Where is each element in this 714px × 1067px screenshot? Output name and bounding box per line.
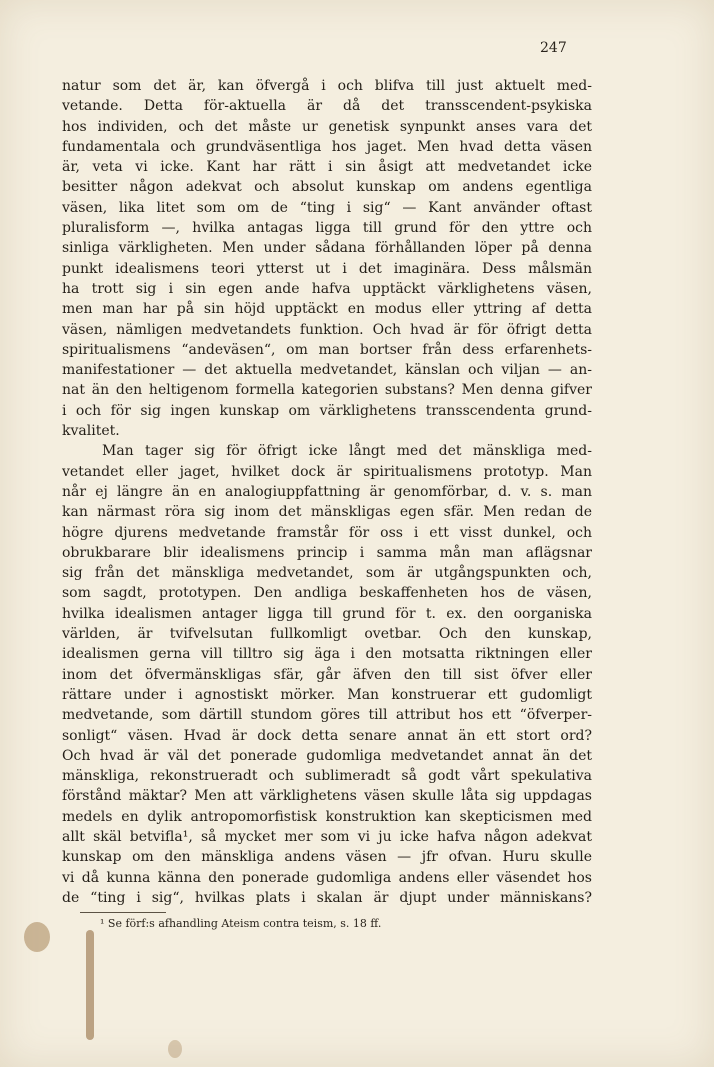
text-line: ha trott sig i sin egen ande hafva upptäckt värklighetens väsen, — [62, 280, 592, 297]
text-line: idealismen gerna vill tilltro sig äga i den motsatta riktningen eller — [62, 646, 592, 663]
text-line: spiritualismens “andeväsen“, om man bortser från dess erfarenhets- — [62, 341, 592, 358]
text-line: natur som det är, kan öfvergå i och blifva till just aktuelt med- — [62, 78, 592, 94]
text-line: kvalitet. — [62, 423, 120, 440]
text-line: punkt idealismens teori ytterst ut i det imaginära. Dess målsmän — [62, 260, 592, 277]
text-line: som sagdt, prototypen. Den andliga beskaffenheten hos de väsen, — [62, 585, 592, 602]
text-line: i och för sig ingen kunskap om värklighetens transscendenta grund- — [62, 402, 592, 419]
text-line: obrukbarare blir idealismens princip i samma mån man aflägsnar — [62, 544, 592, 561]
text-line: inom det öfvermänskligas sfär, går äfven den till sist öfver eller — [62, 666, 592, 683]
text-line: väsen, lika litet som om de “ting i sig“ — Kant använder oftast — [62, 199, 592, 216]
text-line: mänskliga, rekonstrueradt och sublimeradt så godt vårt spekulativa — [62, 768, 592, 785]
text-line: förstånd mäktar? Men att värklighetens väsen skulle låta sig uppdagas — [62, 788, 592, 805]
text-line: pluralisform —, hvilka antagas ligga till grund för den yttre och — [62, 220, 592, 237]
text-line: medels en dylik antropomorfistisk konstruktion kan skepticismen med — [62, 808, 592, 825]
text-line: är, veta vi icke. Kant har rätt i sin åsigt att medvetandet icke — [62, 159, 592, 176]
text-line: vetande. Detta för-aktuella är då det transscendent-psykiska — [62, 98, 592, 115]
text-line: vetandet eller jaget, hvilket dock är spiritualismens prototyp. Man — [62, 463, 592, 480]
text-line: nat än den heltigenom formella kategorien substans? Men denna gifver — [62, 382, 592, 399]
text-line: medvetande, som därtill stundom göres till attribut hos ett “öfverper- — [62, 707, 592, 724]
footnote: ¹ Se förf:s afhandling Ateism contra teism, s. 18 ff. — [100, 917, 382, 930]
text-line: världen, är tvifvelsutan fullkomligt ovetbar. Och den kunskap, — [62, 626, 592, 643]
text-line: de “ting i sig“, hvilkas plats i skalan är djupt under människans? — [62, 889, 592, 906]
text-line: når ej längre än en analogiuppfattning är genomförbar, d. v. s. man — [62, 483, 592, 500]
text-line: sonligt“ väsen. Hvad är dock detta senare annat än ett stort ord? — [62, 727, 592, 744]
text-line: manifestationer — det aktuella medvetandet, känslan och viljan — an- — [62, 362, 592, 379]
foxing-stain — [24, 922, 50, 952]
text-line: besitter någon adekvat och absolut kunskap om andens egentliga — [62, 179, 592, 196]
text-line: sig från det mänskliga medvetandet, som är utgångspunkten och, — [62, 565, 592, 582]
body-text — [62, 76, 592, 908]
text-line: sinliga värkligheten. Men under sådana förhållanden löper på denna — [62, 240, 592, 257]
text-line: allt skäl betvifla¹, så mycket mer som vi ju icke hafva någon adekvat — [62, 828, 592, 845]
text-line: väsen, nämligen medvetandets funktion. Och hvad är för öfrigt detta — [62, 321, 592, 338]
page-number: 247 — [540, 40, 567, 56]
text-line: högre djurens medvetande framstår för oss i ett visst dunkel, och — [62, 524, 592, 541]
text-line: Man tager sig för öfrigt icke långt med det mänskliga med- — [102, 443, 592, 460]
foxing-stain — [86, 930, 94, 1040]
text-line: Och hvad är väl det ponerade gudomliga medvetandet annat än det — [62, 747, 592, 764]
text-line: men man har på sin höjd upptäckt en modus eller yttring af detta — [62, 301, 592, 318]
text-line: kunskap om den mänskliga andens väsen — jfr ofvan. Huru skulle — [62, 849, 592, 866]
text-line: hos individen, och det måste ur genetisk synpunkt anses vara det — [62, 118, 592, 135]
text-line: fundamentala och grundväsentliga hos jaget. Men hvad detta väsen — [62, 138, 592, 155]
foxing-stain — [168, 1040, 182, 1058]
footnote-divider — [80, 912, 166, 913]
text-line: rättare under i agnostiskt mörker. Man konstruerar ett gudomligt — [62, 686, 592, 703]
text-line: kan närmast röra sig inom det mänskligas egen sfär. Men redan de — [62, 504, 592, 521]
text-line: vi då kunna känna den ponerade gudomliga andens eller väsendet hos — [62, 869, 592, 886]
text-line: hvilka idealismen antager ligga till grund för t. ex. den oorganiska — [62, 605, 592, 622]
